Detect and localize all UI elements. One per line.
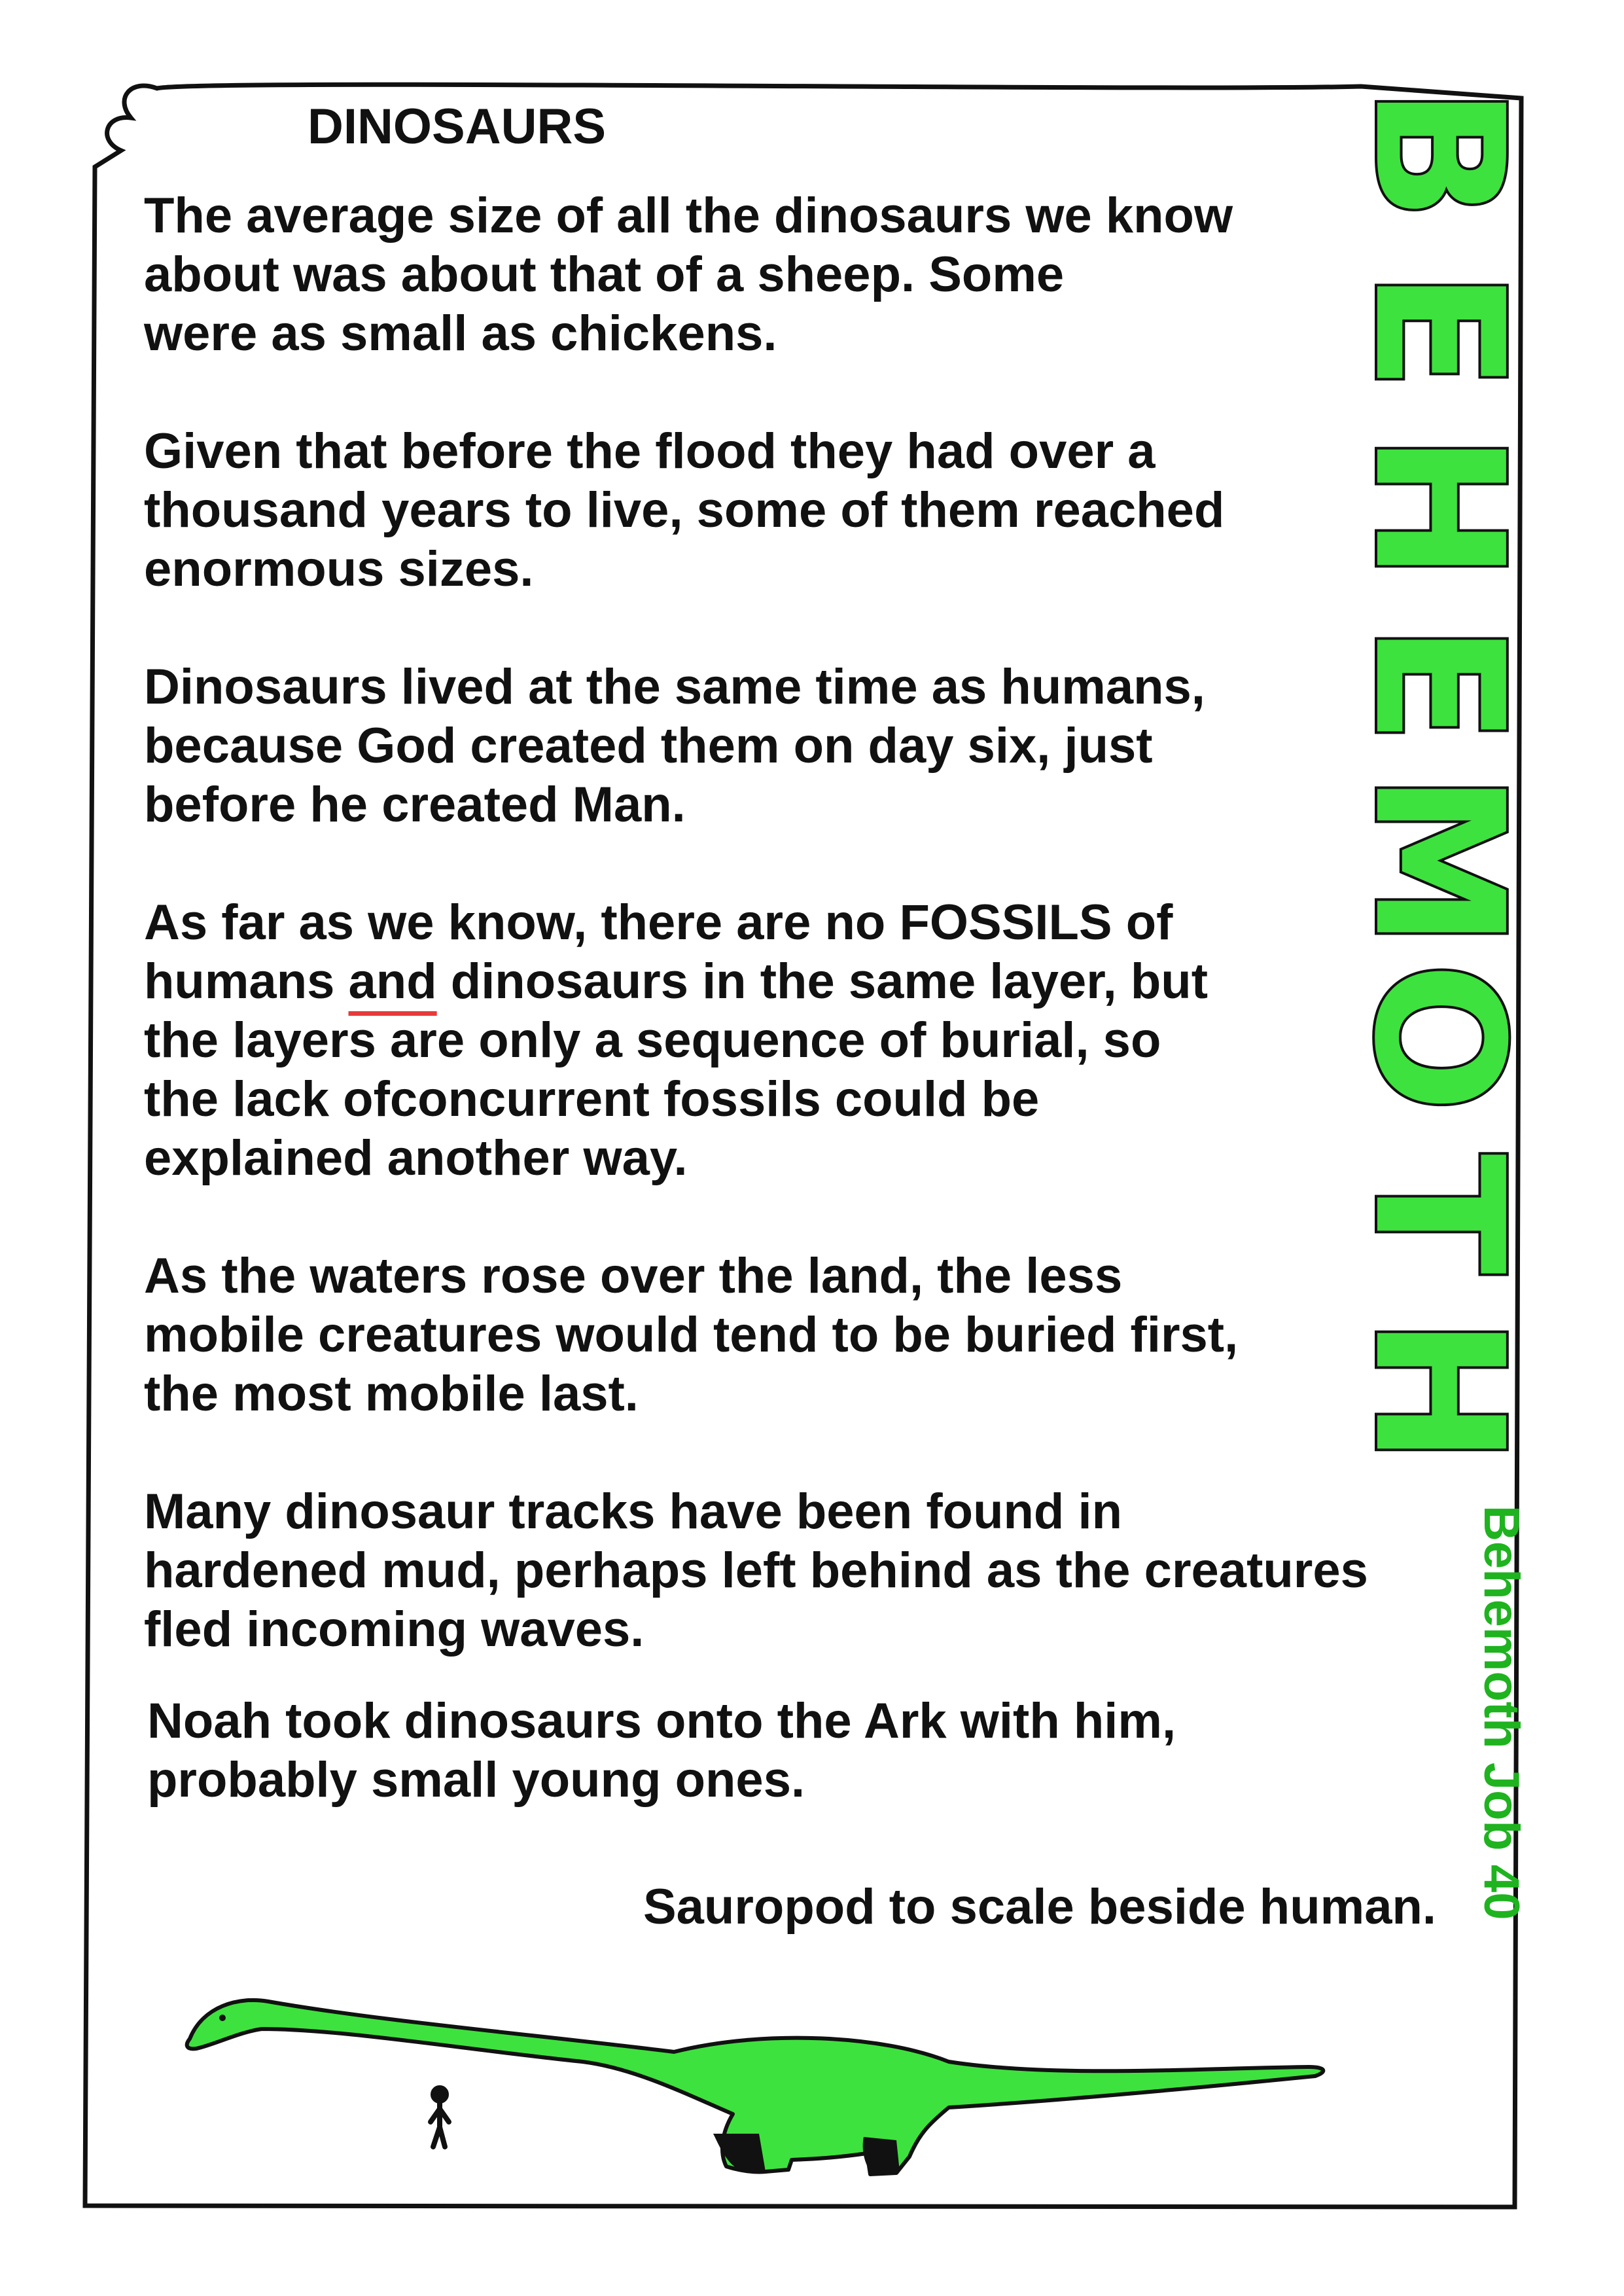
behemoth-banner [1332,56,1554,1515]
paragraph-3: Dinosaurs lived at the same time as humans, because God created them on day six, just before he created Man. [144,659,1205,833]
paragraph-1: The average size of all the dinosaurs we know about was about that of a sheep. Some were as small as chickens. [144,188,1233,361]
banner-letter: E [1335,623,1542,745]
underlined-word: and [348,954,437,1009]
bible-reference: Behemoth Job 40 [1474,1505,1529,1920]
paragraph-4: As far as we know, there are no FOSSILS of humans and dinosaurs in the same layer, but the layers are only a sequence of burial, so the lack ofconcurrent fossils could be explained another way. [144,895,1209,1186]
banner-letter: T [1335,1153,1542,1275]
banner-letter: B [1335,86,1542,221]
paragraph-6: Many dinosaur tracks have been found in hardened mud, perhaps left behind as the creatures fled incoming waves. [144,1484,1368,1657]
paragraph-5: As the waters rose over the land, the less mobile creatures would tend to be buried first, the most mobile last. [144,1248,1239,1422]
banner-letter: E [1335,270,1542,391]
banner-letter: H [1335,1317,1542,1465]
sauropod-icon [187,2000,1324,2174]
sauropod-illustration [177,1937,1485,2186]
illustration-caption: Sauropod to scale beside human. [643,1879,1436,1935]
page-title: DINOSAURS [308,99,607,154]
paragraph-2: Given that before the flood they had over a thousand years to live, some of them reached enormous sizes. [144,423,1225,597]
banner-letter: M [1335,772,1542,949]
banner-letter: H [1335,433,1542,581]
banner-letter: O [1335,962,1542,1113]
human-figure-icon [431,2088,449,2147]
paragraph-7: Noah took dinosaurs onto the Ark with him, probably small young ones. [147,1693,1176,1808]
